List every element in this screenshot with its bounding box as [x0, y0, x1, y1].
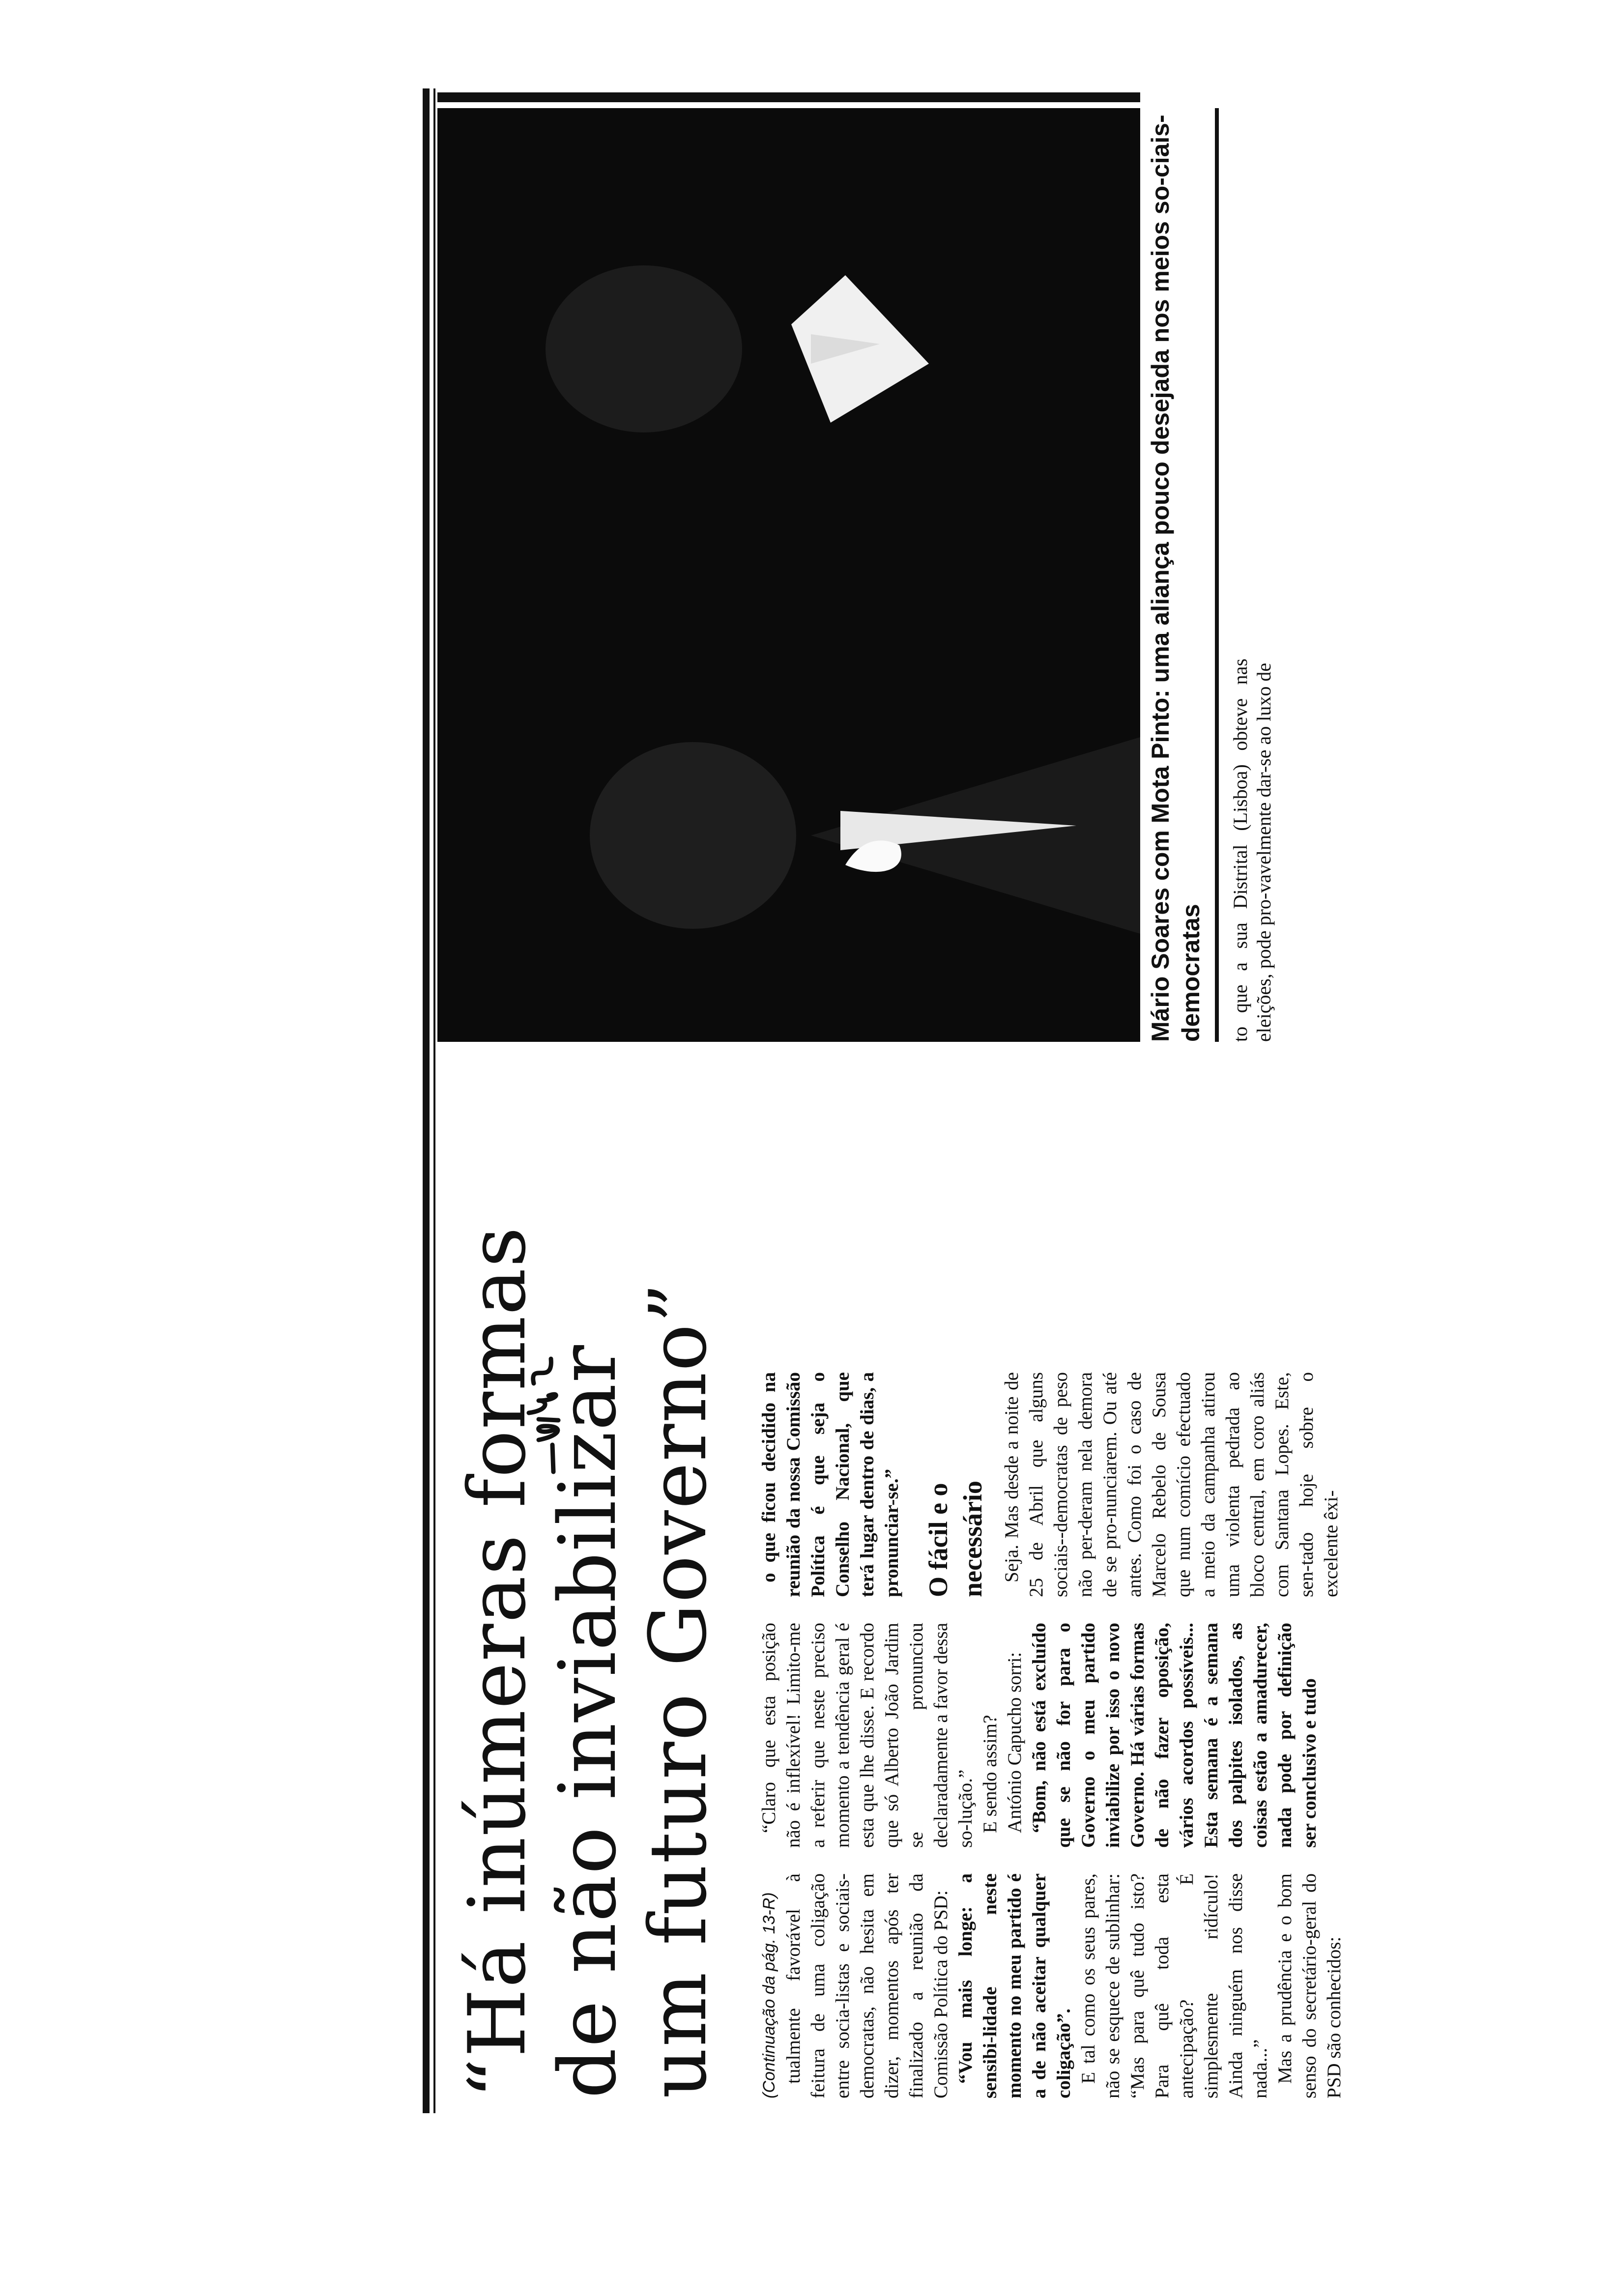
- caption-rule: [1215, 108, 1219, 1042]
- paragraph: E tal como os seus pares, não se esquece de sublinhar: “Mas para quê tudo isto? Para quê toda esta antecipação? É simplesmente ridículo! Ainda ninguém nos disse nada...”: [1078, 1873, 1271, 2098]
- paragraph: Mas a prudência e o bom senso do secretário-geral do PSD são conhecidos:: [1274, 1873, 1345, 2098]
- paragraph: “Claro que esta posição não é inflexível! Limito-me a referir que neste preciso momento a tendência geral é esta que lhe disse. E recordo que só Alberto João Jardim se pronunciou declaradamente a favor dessa so-lução.”: [758, 1623, 976, 1848]
- photo-side-rule: [437, 92, 1140, 102]
- column-3: [757, 1372, 1344, 1597]
- paragraph: tualmente favorável à feitura de uma coligação entre socia-listas e sociais-democratas, não hesita em dizer, momentos após ter finalizado a reunião da Comissão Política do PSD:: [783, 1873, 951, 2098]
- quote-bold: “Vou mais longe: a sensibi-lidade neste momento no meu partido é a de não aceitar qualquer coligação”.: [955, 1873, 1074, 2098]
- quote-bold: o que ficou decidido na reunião da nossa Comissão Política é que seja o Conselho Nacional, que terá lugar dentro de dias, a pronunciar-se.”: [758, 1372, 902, 1597]
- newspaper-clipping: [423, 88, 1345, 2113]
- headline-line-2: de não inviabilizar: [542, 1344, 633, 2098]
- column-1: [757, 1873, 1347, 2098]
- top-rule-thin: [433, 88, 435, 2113]
- photo-caption: Mário Soares com Mota Pinto: uma aliança pouco desejada nos meios so-ciais-democratas: [1147, 115, 1205, 1042]
- paragraph: E sendo assim?: [979, 1715, 1001, 1833]
- headline: [452, 1091, 723, 2098]
- paragraph: Seja. Mas desde a noite de 25 de Abril que alguns sociais--democratas de peso não per-deram nela demora de se pro-nunciarem. Ou até antes. Como foi o caso de Marcelo Rebelo de Sousa que num comício efectuado a meio da campanha atirou uma violenta pedrada ao bloco central, em coro aliás com Santana Lopes. Este, sen-tado hoje sobre o excelente êxi-: [1001, 1372, 1342, 1597]
- paragraph: António Capucho sorri:: [1004, 1652, 1025, 1833]
- column-2: [757, 1623, 1322, 1848]
- headline-line-1: “Há inúmeras formas: [451, 1226, 543, 2098]
- quote-bold: “Bom, não está excluído que se não for para o Governo o meu partido inviabilize por isso o novo Governo. Há várias formas de não fazer oposição, vários acordos possíveis... Esta semana é a semana dos palpites isolados, as coisas estão a amadurecer, nada pode por definição ser conclusivo e tudo: [1029, 1623, 1320, 1848]
- paragraph: to que a sua Distrital (Lisboa) obteve nas eleições, pode pro-vavelmente dar-se ao luxo de: [1229, 659, 1275, 1042]
- headline-line-3: um futuro Governo”: [632, 1282, 724, 2098]
- photo: [437, 108, 1140, 1042]
- handwritten-annotation: [519, 1347, 573, 1474]
- photo-image: [437, 108, 1140, 1042]
- subheading: O fácil e o necessário: [923, 1481, 987, 1597]
- continuation-note: (Continuação da pág. 13-R): [760, 1892, 778, 2098]
- top-rule: [423, 88, 430, 2113]
- column-4: [1229, 659, 1276, 1042]
